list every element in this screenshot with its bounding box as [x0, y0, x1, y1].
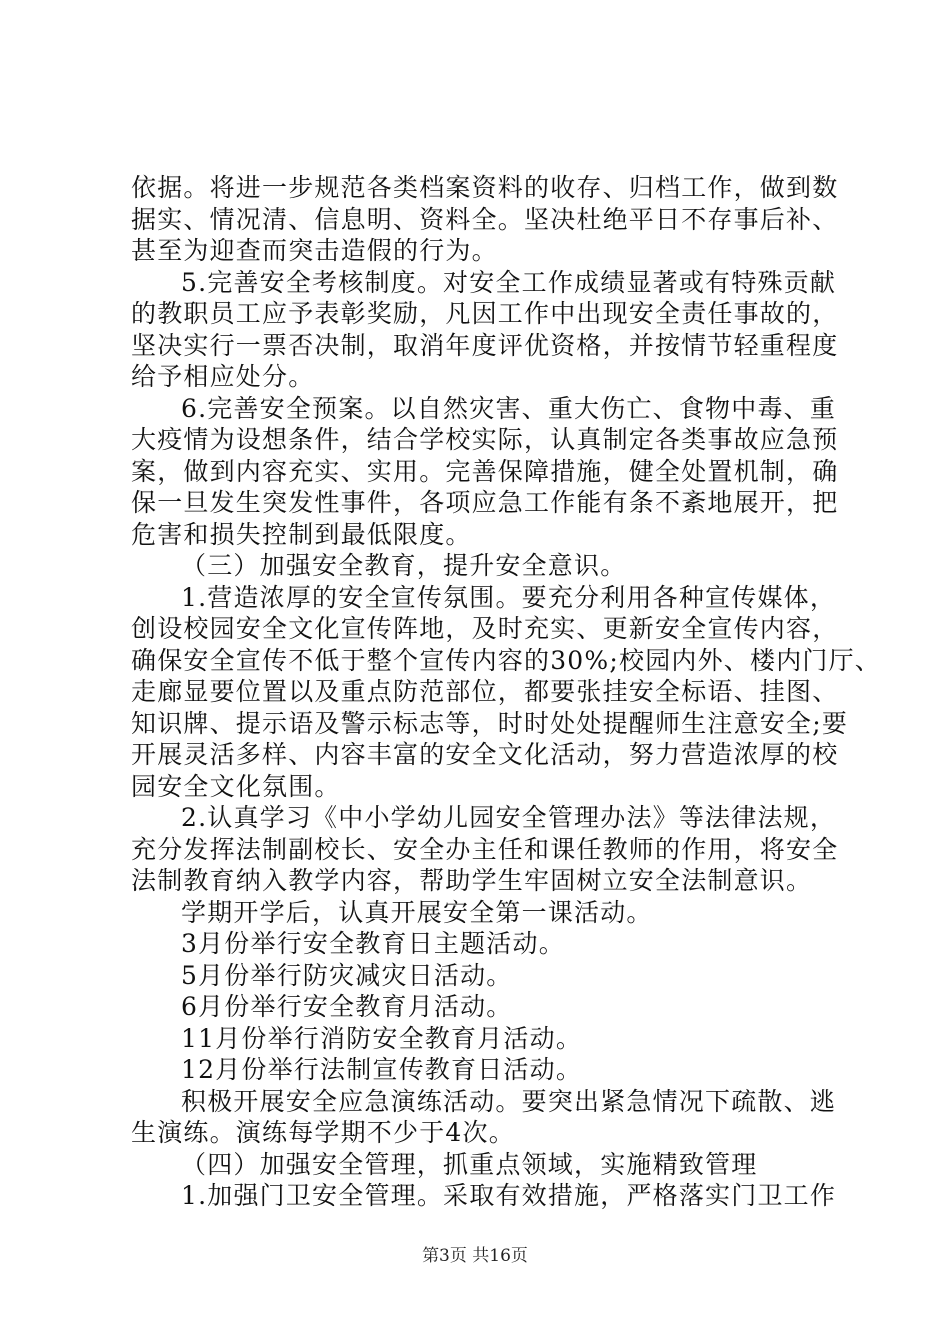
text-line: 6月份举行安全教育月活动。: [181, 992, 513, 1021]
page-footer: 第3页 共16页: [422, 1246, 528, 1266]
text-line: 2.认真学习《中小学幼儿园安全管理办法》等法律法规，: [181, 803, 837, 832]
text-line: 走廊显要位置以及重点防范部位，都要张挂安全标语、挂图、: [131, 677, 839, 706]
text-line: 学期开学后，认真开展安全第一课活动。: [181, 897, 653, 927]
text-line: 保一旦发生突发性事件，各项应急工作能有条不紊地展开，把: [131, 488, 839, 517]
text-line: 给予相应处分。: [131, 362, 315, 391]
text-line: 6.完善安全预案。以自然灾害、重大伤亡、食物中毒、重: [181, 393, 837, 423]
text-line: 创设校园安全文化宣传阵地，及时充实、更新安全宣传内容，: [131, 614, 839, 643]
text-line: 1.营造浓厚的安全宣传氛围。要充分利用各种宣传媒体，: [181, 582, 837, 612]
text-line: 3月份举行安全教育日主题活动。: [181, 929, 565, 958]
text-line: 依据。将进一步规范各类档案资料的收存、归档工作，做到数: [131, 173, 839, 202]
text-line: 12月份举行法制宣传教育日活动。: [181, 1055, 583, 1084]
text-line: 1.加强门卫安全管理。采取有效措施，严格落实门卫工作: [181, 1181, 837, 1210]
text-line: 知识牌、提示语及警示标志等，时时处处提醒师生注意安全;要: [131, 708, 849, 738]
document-body: [131, 172, 881, 1212]
text-line: 坚决实行一票否决制，取消年度评优资格，并按情节轻重程度: [131, 330, 839, 360]
text-line: 据实、情况清、信息明、资料全。坚决杜绝平日不存事后补、: [131, 204, 839, 234]
text-line: 大疫情为设想条件，结合学校实际，认真制定各类事故应急预: [131, 425, 839, 454]
text-line: 确保安全宣传不低于整个宣传内容的30%;校园内外、楼内门厅、: [131, 645, 881, 675]
text-line: 5月份举行防灾减灾日活动。: [181, 960, 513, 990]
text-line: 园安全文化氛围。: [131, 771, 341, 801]
text-line: 案，做到内容充实、实用。完善保障措施，健全处置机制，确: [131, 456, 839, 486]
text-line: 开展灵活多样、内容丰富的安全文化活动，努力营造浓厚的校: [131, 740, 839, 769]
text-line: （三）加强安全教育，提升安全意识。: [181, 551, 627, 580]
text-line: 生演练。演练每学期不少于4次。: [131, 1118, 515, 1147]
text-line: 积极开展安全应急演练活动。要突出紧急情况下疏散、逃: [181, 1086, 837, 1116]
text-line: 充分发挥法制副校长、安全办主任和课任教师的作用，将安全: [131, 834, 839, 864]
text-line: 甚至为迎查而突击造假的行为。: [131, 236, 498, 265]
text-line: 危害和损失控制到最低限度。: [131, 519, 472, 549]
text-line: （四）加强安全管理，抓重点领域，实施精致管理: [181, 1149, 758, 1179]
text-line: 5.完善安全考核制度。对安全工作成绩显著或有特殊贡献: [181, 267, 837, 297]
text-line: 法制教育纳入教学内容，帮助学生牢固树立安全法制意识。: [131, 866, 813, 895]
text-line: 的教职员工应予表彰奖励，凡因工作中出现安全责任事故的，: [131, 299, 839, 328]
text-line: 11月份举行消防安全教育月活动。: [181, 1023, 583, 1053]
